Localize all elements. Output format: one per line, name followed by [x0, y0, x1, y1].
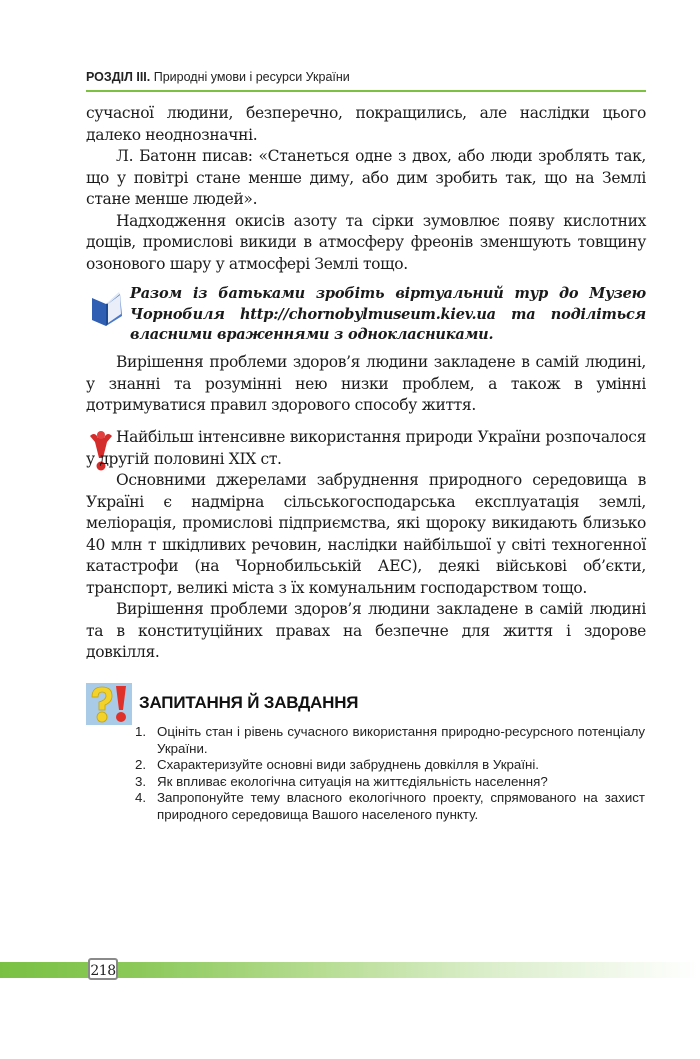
question-item: 3. Як впливає екологічна ситуація на життєдіяльність населення? [135, 773, 548, 789]
tip-text: Разом із батьками зробіть віртуальний тур до Музею Чорнобиля http://chornobylmuseum.kiev.ua та поділіться власними враженнями з однокласниками. [130, 285, 646, 343]
header-divider [86, 90, 646, 92]
paragraph: Вирішення проблеми здоров’я людини закладене в самій людині, у знанні та розумінні нею низки проблем, а також в умінні дотримуватися правил здорового способу життя. [86, 353, 646, 414]
activity-tip [86, 284, 646, 346]
fact-text-block [86, 427, 646, 664]
questions-list [135, 724, 645, 823]
question-item: 4. Запропонуйте тему власного екологічного проекту, спрямованого на захист природного середовища Вашого населеного пункту. [135, 790, 645, 822]
section-label: РОЗДІЛ ІІІ. [86, 70, 151, 84]
paragraph: Вирішення проблеми здоров’я людини закладене в самій людині та в конституційних правах на безпечне для життя і здорове довкілля. [86, 600, 646, 661]
running-header [86, 70, 646, 84]
paragraph: сучасної людини, безперечно, покращились, але наслідки цього далеко неоднозначні. [86, 104, 646, 144]
question-item: 1. Оцініть стан і рівень сучасного використання природно-ресурсного потенціалу України. [135, 724, 645, 756]
book-icon [88, 288, 128, 328]
questions-title: ЗАПИТАННЯ Й ЗАВДАННЯ [139, 693, 359, 712]
page-number: 218 [88, 958, 118, 980]
intro-text-block [86, 103, 646, 275]
paragraph: Надходження окисів азоту та сірки зумовлює появу кислотних дощів, промислові викиди в атмосферу фреонів зменшують товщину озонового шару у атмосфері Землі тощо. [86, 211, 646, 273]
question-item: 2. Схарактеризуйте основні види забруднень довкілля в Україні. [135, 757, 539, 772]
paragraph: Найбільш інтенсивне використання природи України розпочалося у другій половині XIX ст. [86, 428, 646, 468]
section-title: Природні умови і ресурси України [153, 70, 350, 84]
health-paragraph-block [86, 352, 646, 417]
quote-paragraph: Л. Батонн писав: «Станеться одне з двох, або люди зроблять так, що у повітрі стане менше диму, або дим зробить так, що на Землі стане менше людей». [86, 147, 646, 208]
questions-section-header [86, 683, 646, 723]
paragraph: Основними джерелами забруднення природного середовища в Україні є надмірна сільськогосподарська експлуатація землі, меліорація, промислові підприємства, які щороку викидають близько 40 млн т шкідливих речовин, наслідки найбільшої у світі техногенної катастрофи (на Чорнобильській АЕС), деякі військові об’єкти, транспорт, великі міста з їх комунальним господарством тощо. [86, 471, 646, 597]
question-exclamation-icon [86, 683, 132, 725]
